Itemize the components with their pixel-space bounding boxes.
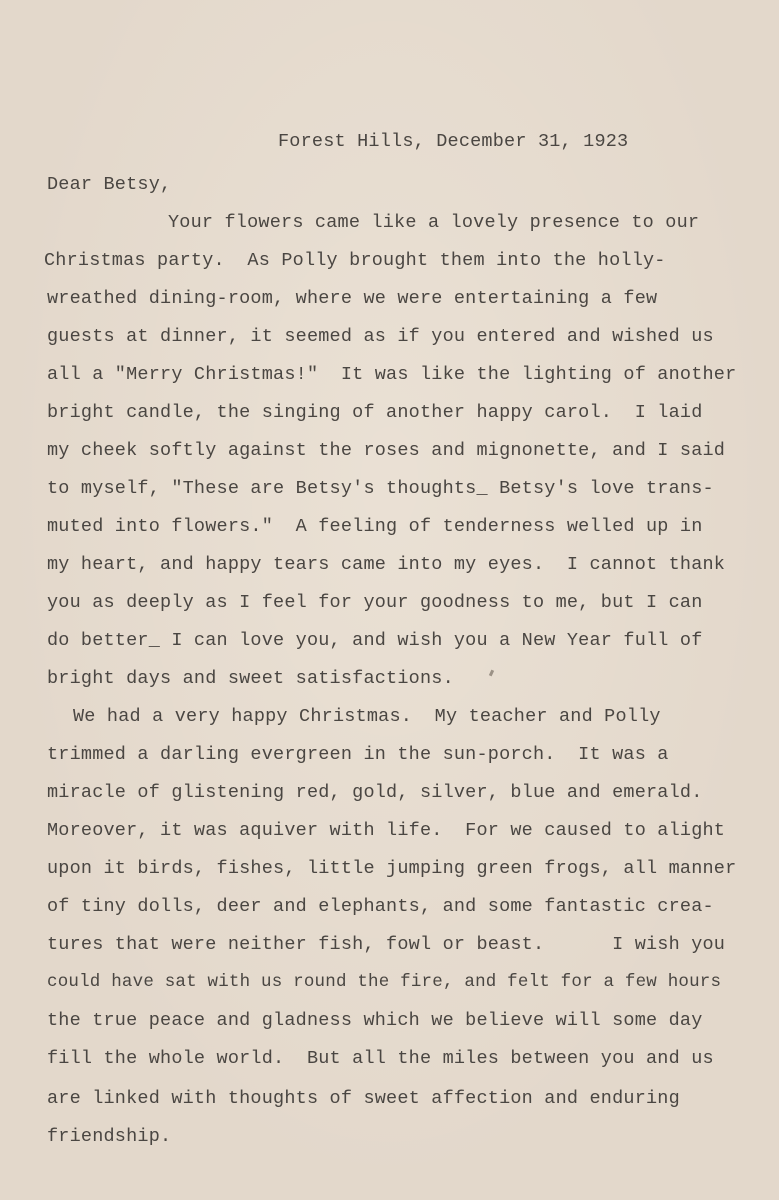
text-line: miracle of glistening red, gold, silver, blue and emerald. — [47, 782, 703, 803]
text-line: to myself, "These are Betsy's thoughts_ Betsy's love trans- — [47, 478, 714, 499]
text-line: We had a very happy Christmas. My teacher and Polly — [73, 706, 661, 727]
text-line: do better_ I can love you, and wish you a New Year full of — [47, 630, 703, 651]
text-line: could have sat with us round the fire, and felt for a few hours — [47, 972, 722, 992]
text-line: muted into flowers." A feeling of tenderness welled up in — [47, 516, 703, 537]
text-line: tures that were neither fish, fowl or beast. I wish you — [47, 934, 726, 955]
text-line: upon it birds, fishes, little jumping green frogs, all manner — [47, 858, 737, 879]
text-line: you as deeply as I feel for your goodness to me, but I can — [47, 592, 703, 613]
text-line: friendship. — [47, 1126, 172, 1147]
text-line: the true peace and gladness which we believe will some day — [47, 1010, 703, 1031]
text-line: Your flowers came like a lovely presence to our — [168, 212, 700, 233]
text-line: are linked with thoughts of sweet affection and enduring — [47, 1088, 680, 1109]
text-line: guests at dinner, it seemed as if you entered and wished us — [47, 326, 714, 347]
ink-speck — [489, 670, 494, 677]
text-line: all a "Merry Christmas!" It was like the lighting of another — [47, 364, 737, 385]
text-line: bright candle, the singing of another happy carol. I laid — [47, 402, 703, 423]
text-line: my cheek softly against the roses and mignonette, and I said — [47, 440, 726, 461]
dateline: Forest Hills, December 31, 1923 — [278, 131, 629, 152]
text-line: fill the whole world. But all the miles between you and us — [47, 1048, 714, 1069]
text-line: Moreover, it was aquiver with life. For we caused to alight — [47, 820, 726, 841]
text-line: bright days and sweet satisfactions. — [47, 668, 454, 689]
salutation: Dear Betsy, — [47, 174, 172, 195]
text-line: Christmas party. As Polly brought them into the holly- — [44, 250, 666, 271]
text-line: my heart, and happy tears came into my eyes. I cannot thank — [47, 554, 726, 575]
text-line: wreathed dining-room, where we were entertaining a few — [47, 288, 658, 309]
text-line: of tiny dolls, deer and elephants, and some fantastic crea- — [47, 896, 714, 917]
text-line: trimmed a darling evergreen in the sun-porch. It was a — [47, 744, 669, 765]
